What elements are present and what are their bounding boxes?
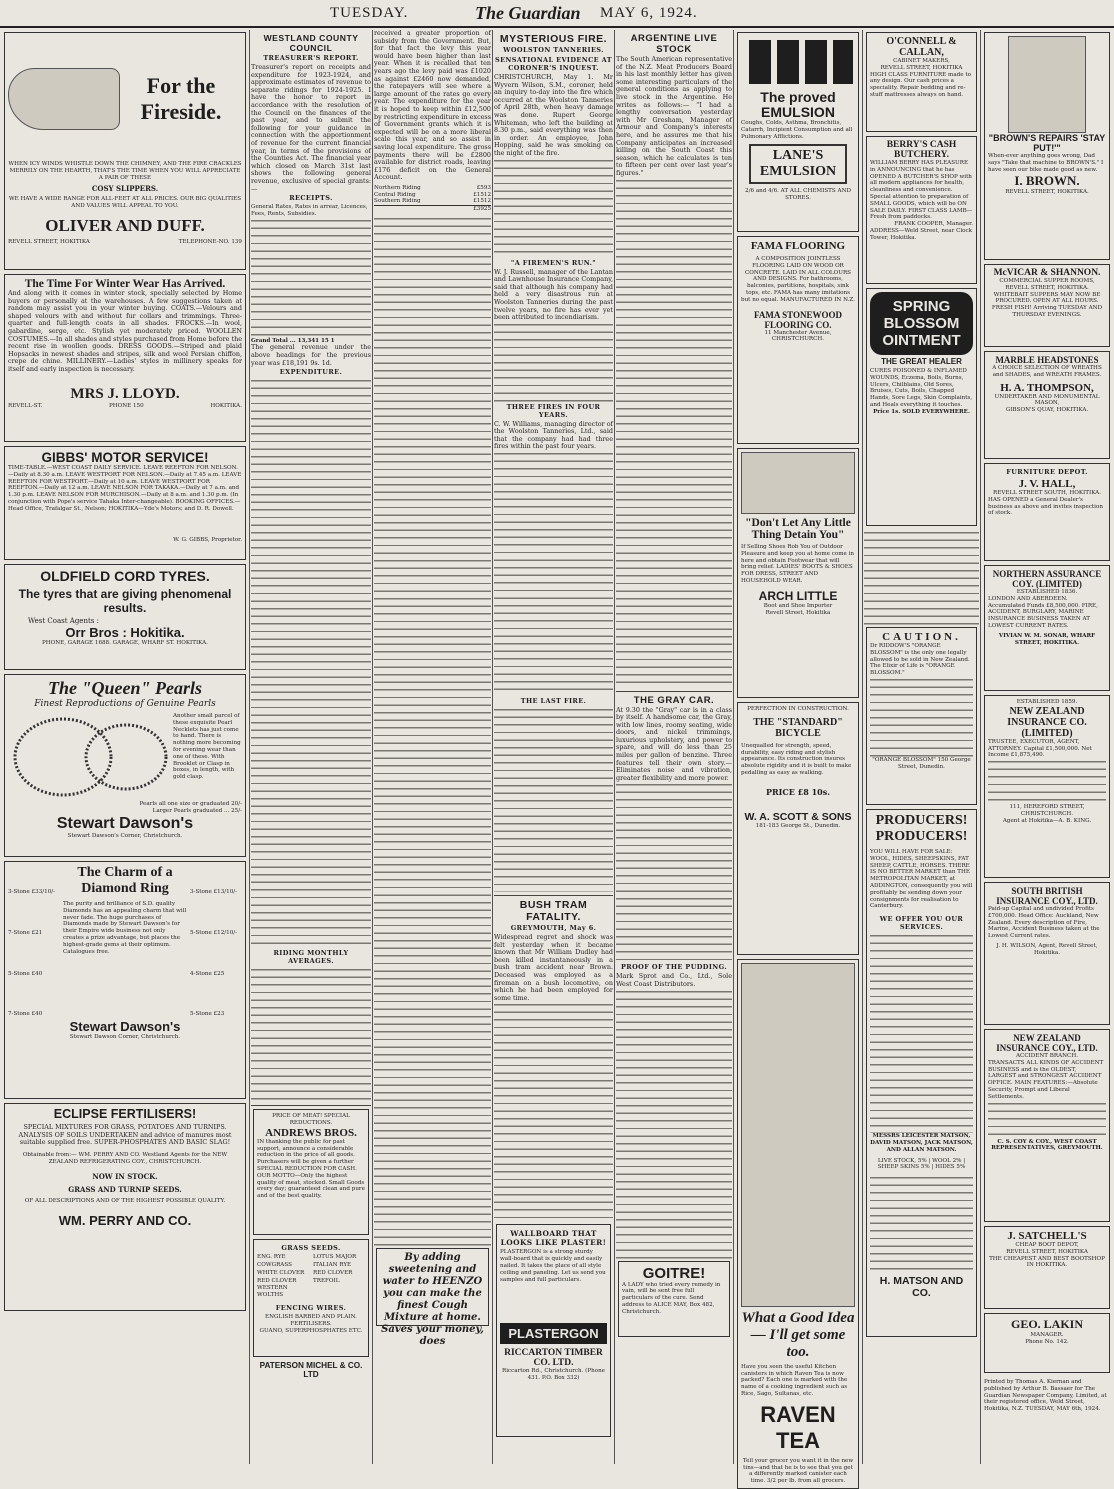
seed-item: WESTERN WOLTHS [257,1285,288,1299]
fama-firm: FAMA STONEWOOD FLOORING CO. [754,309,842,330]
berry-address: ADDRESS—Weld Street, near Clock Tower, Hokitika. [870,227,973,241]
producers-body: YOU WILL HAVE FOR SALE: WOOL, HIDES, SHEEPSKINS, FAT SHEEP, CATTLE, HORSES. THERE IS NO BETTER MARKET than THE METROPOLITAN MARKET, at ADDINGTON, consequently you will profitably be sending down your consignments for realisation to Canterbury. [870,849,973,910]
lakin-phone: Phone No. 142. [1025,1338,1069,1345]
diamond-firm: Stewart Dawson's [69,1019,181,1034]
marble-title: MARBLE HEADSTONES [995,355,1099,365]
nz-body: TRUSTEE, EXECUTOR, AGENT, ATTORNEY. Capital £1,500,000. Net Income £1,875,490. [988,738,1092,759]
pearls-price-1: Pearls all one size or graduated 20/- [139,801,242,807]
oldfield-title: OLDFIELD CORD TYRES. [40,568,210,584]
blossom-tag: THE GREAT HEALER [881,357,962,366]
thompson-sub: UNDERTAKER AND MONUMENTAL MASON, [994,393,1100,407]
producers-title: PRODUCERS! PRODUCERS! [875,813,968,844]
bush-tram-sub: GREYMOUTH, May 6. [510,924,597,933]
perry-firm: WM. PERRY AND CO. [58,1213,192,1229]
riccarton-firm: RICCARTON TIMBER CO. LTD. [504,1348,603,1369]
seed-item: ENG. RYE [257,1254,286,1261]
bicycle-body: Unequalled for strength, speed, durability, easy riding and stylish appearance. Its construction insures absolute rigidity and it is built to make pedalling as easy as walking. [741,742,852,776]
eclipse-seeds: GRASS AND TURNIP SEEDS. [68,1185,182,1195]
nz-accident-ad [984,1029,1110,1222]
nz-branch: 111, HEREFORD STREET, CHRISTCHURCH. [1009,804,1085,817]
emulsion-brand: The proved EMULSION [760,89,836,120]
gray-car-body: At 9.30 the "Gray" car is in a class by itself. A handsome car, the Gray, with low lines, roomy seating, wide doors, and nickel trimmings, luxurious upholstery, and power to spare, and will do less than 25 miles per gallon of benzine. Three features tell their own story.—Eliminates noise and vibration, greater flexibility and more power. [616,705,732,782]
guano-body: GUANO, SUPERPHOSPHATES ETC. [259,1327,363,1334]
ring-list-left [8,865,60,1095]
oconnell-address: REVELL STREET, HOKITIKA [880,64,963,71]
wire-title: FENCING WIRES. [275,1304,347,1313]
riccarton-address: Riccarton Rd., Christchurch. (Phone 431. P.O. Box 332) [502,1368,605,1382]
northern-body: LONDON AND ABERDEEN. Accumulated Funds £8,500,000. FIRE, ACCIDENT, BURGLARY, MARINE INSURANCE BUSINESS TAKEN AT LOWEST CURRENT RATES. [988,595,1098,629]
matson-names: MESSRS LEICESTER MATSON, DAVID MATSON, JACK MATSON, AND ALLAN MATSON. [870,1133,973,1153]
argentine-text [616,178,732,688]
oliver-duff-address: REVELL STREET, HOKITIKA [8,238,90,245]
column-rule [372,30,373,1464]
bicycle-price: PRICE £8 10s. [766,786,830,797]
gibbs-motor-ad [4,446,246,560]
asthma-text [864,530,979,625]
sbi-body: Paid-up Capital and undivided Profits £700,000. Head Office: Auckland, New Zealand. Every description of Fire, Marine, Accident Business taken at the Lowest Current rates. [988,906,1100,940]
fireside-range: WE HAVE A WIDE RANGE FOR ALL-FEET AT ALL PRICES. OUR BIG QUALITIES AND VALUES WILL APPEAL TO YOU. [8,196,242,210]
fama-body: A COMPOSITION JOINTLESS FLOORING LAID ON WOOD OR CONCRETE. LAID IN ALL COLOURS AND DESIGNS. For bathrooms, balconies, partitions, hospitals, sink tops, etc. FAMA has many imitations but no equal. MANUFACTURED IN N.Z. [741,256,855,303]
arch-title: "Don't Let Any Little Thing Detain You" [745,517,851,541]
caution-text [870,677,973,757]
column-7 [864,30,979,1464]
south-british-ad [984,882,1110,1025]
arch-firm: ARCH LITTLE [758,588,838,603]
berry-sign: FRANK COOPER, Manager. [894,221,973,228]
ring-price: 4-Stone £25 [190,970,225,977]
heenzo-text: By adding sweetening and water to HEENZO you can make the finest Cough Mixture at home. Saves your money, does [381,1252,484,1348]
cyclist-illustration [1008,36,1086,133]
mcvicar-ad [984,264,1110,347]
oldfield-agents: West Coast Agents : [28,617,99,625]
riding-name: Southern Riding [374,198,421,205]
oldfield-tyres-ad [4,564,246,670]
goitre-body: A LADY who tried every remedy in vain, will be sent free full particulars of the cure. Send address to ALICE MAY, Box 482, Christchurch. [622,1281,721,1315]
riding-value: £1512 [473,198,491,205]
fire-sub2: SENSATIONAL EVIDENCE AT CORONER'S INQUEST. [494,56,612,72]
nzacc-text [988,1101,1106,1139]
printer-imprint: Printed by Thomas A. Kiernan and published by Arthur B. Bassaer for The Guardian Newspaper Company, Limited, at their registered office, Weld Street, Hokitika, N.Z. TUESDAY, MAY 6th, 1924. [984,1379,1107,1413]
hall-body: HAS OPENED a General Dealer's business as above and invites inspection of stock. [988,496,1103,517]
winter-title: The Time For Winter Wear Has Arrived. [24,278,226,290]
bicycle-sub: PERFECTION IN CONSTRUCTION. [747,706,849,712]
paterson-firm: PATERSON MICHEL & CO. LTD [259,1361,363,1380]
pearls-address: Stewart Dawson's Corner, Christchurch. [67,832,183,839]
seeds-title: GRASS SEEDS. [281,1244,341,1253]
riding-name: Northern Riding [374,184,421,191]
northern-agent: VIVIAN W. M. SONAR, WHARF STREET, HOKITIKA. [998,632,1096,646]
andrews-sub: PRICE OF MEAT! SPECIAL REDUCTIONS. [272,1113,350,1127]
heenzo-ad [376,1248,489,1348]
diamond-ring-ad [4,861,246,1099]
nz-text [988,759,1106,804]
goitre-ad [618,1261,730,1337]
winter-body: And along with it comes in winter stock, specially selected by Home buyers or personally at the warehouses. A few suggestions taken at random may assist you in your winter buying. COATS.—Velours and shaped velours with and without fur collars and trimmings. Three-quarter and full-length coats in all shades. FROCKS.—In wool, gabardine, serge, etc. Stylish yet moderately priced. WOOLLEN COSTUMES.—In all shades and styles purchased from Home before the recent rise in woollen goods. DRESS GOODS.—Striped and plaid Hopsacks in newest shades and stripes, silk and wool Persian chiffon, crepe de chine. MILLINERY.—Ladies' styles in millinery speaks for itself and early inspection is necessary. [8,289,242,373]
nz-est: ESTABLISHED 1859. [1016,699,1078,705]
fireside-body: WHEN ICY WINDS WHISTLE DOWN THE CHIMNEY, AND THE FIRE CRACKLES MERRILY ON THE HEARTH, THAT'S THE TIME WHEN YOU WILL APPRECIATE A PAIR OF THESE [8,161,242,181]
ring-list-right [190,865,242,1095]
gibbs-signature: W. G. GIBBS, Proprietor. [173,537,242,543]
oconnell-body: HIGH CLASS FURNITURE made to any design. Our cash prices a speciality. Repair bedding and re-stuff mattresses always on hand. [870,71,971,98]
mcvicar-body: WHITEBAIT SUPPERS MAY NOW BE PROCURED. OPEN AT ALL HOURS. FRESH FISH! Arriving TUESDAY AND THURSDAY EVENINGS. [991,291,1103,318]
mcvicar-title: McVICAR & SHANNON. [993,268,1101,278]
grand-total: Grand Total ... 13,341 15 1 [251,337,335,344]
masthead [0,0,1114,28]
ring-price: 5-Stone £40 [8,970,43,977]
spring-blossom-ad [866,288,977,526]
matson-firm: H. MATSON AND CO. [879,1275,964,1300]
fireside-cosy: COSY SLIPPERS. [91,184,159,194]
blossom-brand: SPRING BLOSSOM OINTMENT [870,292,973,355]
hall-title: FURNITURE DEPOT. [1006,468,1088,476]
mcvicar-sub: COMMERCIAL SUPPER ROOMS, [999,278,1095,284]
pearls-price-2: Larger Pearls graduated ... 25/- [152,807,242,814]
newspaper-title: The Guardian [475,3,581,23]
gibbs-body: TIME-TABLE.—WEST COAST DAILY SERVICE. LEAVE REEFTON FOR NELSON.—Daily at 8.30 a.m. LEAVE WESTPORT FOR NELSON.—Daily at 7.45 a.m. LEAVE REEFTON FOR WESTPORT.—Daily at 10 a.m. LEAVE WESTPORT FOR REEFTON.—Daily at 12 a.m. LEAVE NELSON FOR TAKAKA.—Daily at 7 a.m. and 1.30 p.m. LEAVE NELSON FOR MURCHISON.—Daily at 8 a.m. and 1.30 p.m. (In conjunction with Pope's service Tahaka Inter-changeable). BOOKING OFFICES.—Head Office, Trafalgar St., Nelson; HOKITIKA—Yde's Motors; and D. R. Dowell. [8,465,242,512]
eclipse-body: SPECIAL MIXTURES FOR GRASS, POTATOES AND TURNIPS. ANALYSIS OF SOILS UNDERTAKEN and advice of manures most suitable supplied free. SUPER-PHOSPHATES AND BASIC SLAG! [18,1123,232,1147]
column-4 [494,30,613,1464]
ridings-text [251,967,371,1102]
andrews-title: ANDREWS BROS. [265,1126,357,1139]
gray-car-title: THE GRAY CAR. [633,694,715,706]
fire-title: MYSTERIOUS FIRE. [499,33,608,45]
fire-text [494,158,613,258]
northern-title: NORTHERN ASSURANCE COY. (LIMITED) [992,569,1102,589]
marble-headstones-ad [984,351,1110,459]
general-revenue-note: The general revenue under the above headings for the previous year was £18,191 9s. 1d. [251,343,371,367]
seed-item: ITALIAN RYE [313,1262,352,1269]
oconnell-sub: CABINET MAKERS, [893,58,950,64]
day-label: TUESDAY. [330,5,409,21]
thompson-address: GIBSON'S QUAY, HOKITIKA. [1005,407,1089,414]
argentine-title: ARGENTINE LIVE STOCK [630,33,718,55]
goitre-title: GOITRE! [642,1264,706,1282]
nz-title: NEW ZEALAND INSURANCE CO. (LIMITED) [1007,705,1087,739]
lakin-ad [984,1313,1110,1373]
three-fires-text [494,451,613,696]
raven-body: Have you seen the useful Kitchen canisters in which Raven Tea is now packed? Each one is marked with the name of a cooking ingredient such as Rice, Sago, Sultanas, etc. [741,1363,848,1398]
hall-address: REVELL STREET SOUTH, HOKITIKA. [993,490,1101,496]
slipper-image [8,68,120,130]
seed-item: WHITE CLOVER [257,1269,305,1276]
fireside-ad [4,32,246,270]
mcvicar-address: REVELL STREET, HOKITIKA. [1005,284,1089,291]
plastergon-ad [496,1224,611,1437]
emulsion-ad [737,32,859,232]
seed-item: COWGRASS [257,1262,292,1269]
andrews-body: IN thanking the public for past support, announce a considerable reduction in the price of all goods. Purchasers will be given a further SPECIAL REDUCTION FOR CASH. OUR MOTTO—Only the highest quality of meat, stocked. Small Goods every day; guaranteed clean and pure and of the best quality. [257,1138,365,1200]
commission-rates: LIVE STOCK, 5% | WOOL 2% | SHEEP SKINS 5% | HIDES 5% [877,1157,966,1171]
nzacc-agent: C. S. COY & COY., WEST COAST REPRESENTATIVES, GREYMOUTH. [991,1138,1103,1152]
arch-sub: Boot and Shoe Importer [763,602,833,609]
raven-brand: RAVEN TEA [760,1401,836,1453]
satchell-sub: CHEAP BOOT DEPOT, [1015,1242,1079,1248]
pearls-body: Another small parcel of these exquisite Pearl Necklets has just come to hand. There is nothing more becoming for evening wear than one of these. With Brooklet or Clasp in boxes, in length, with gold clasp. [173,713,241,781]
sprot-firm: Mark Sprot and Co., Ltd., Sole West Coast Distributors. [616,972,732,989]
receipts-items: General Rates, Rates in arrear, Licences, Fees, Rents, Subsidies. [251,204,368,217]
orr-bros-address: PHONE, GARAGE 1688. GARAGE, WHARF ST. HOKITIKA. [42,639,208,646]
diamond-body: The purity and brilliance of S.D. quality Diamonds has an appealing charm that will never fade. The huge purchases of Diamonds made by Stewart Dawson's for their Empire wide business not only creates a prize advantage, but places the highest-grade gems at their optimum. Catalogues free. [63,901,187,955]
riding-total: £3925 [374,205,491,213]
eclipse-stock: NOW IN STOCK. [92,1172,158,1182]
diamond-address: Stewart Dawson Corner, Christchurch. [69,1034,181,1040]
lloyd-firm: MRS J. LLOYD. [70,386,180,402]
emulsion-price: 2/6 and 4/6. AT ALL CHEMISTS AND STORES. [745,188,851,202]
fama-title: FAMA FLOORING [750,240,846,252]
receipts-table [251,218,371,338]
satchell-address: REVELL STREET, HOKITIKA [1006,1248,1088,1255]
nzacc-title: NEW ZEALAND INSURANCE COY., LTD. [996,1033,1098,1053]
oconnell-ad [866,32,977,132]
three-fires-body: C. W. Williams, managing director of the Woolston Tanneries, Ltd., said that the company had had three fires within the past four years. [494,419,613,451]
seed-item: RED CLOVER [257,1277,297,1284]
producers-ad [866,809,977,1337]
firemen-title: "A FIREMEN'S RUN." [510,258,597,267]
wire-body: ENGLISH BARBED AND PLAIN. FERTILISERS. [265,1314,357,1327]
riding-value: £1512 [473,191,491,198]
eclipse-fertilisers-ad [4,1103,246,1311]
hall-furniture-ad [984,463,1110,561]
column-6 [735,30,861,1485]
queen-pearls-ad [4,674,246,857]
proof-title: PROOF OF THE PUDDING. [620,963,728,972]
pearls-firm: Stewart Dawson's [56,814,194,832]
andrews-bros-ad [253,1109,369,1235]
ring-price: 7-Stone £21 [8,929,43,936]
pearls-title: The "Queen" Pearls [48,678,202,698]
hall-firm: J. V. HALL, [1018,478,1076,490]
expenditure-heading: EXPENDITURE. [279,368,343,377]
riding-name: Central Riding [374,191,416,198]
fama-flooring-ad [737,236,859,444]
nzacc-body: TRANSACTS ALL KINDS OF ACCIDENT BUSINESS and is the OLDEST, LARGEST and STRONGEST ACCIDENT OFFICE. MAIN FEATURES:—Absolute Security, Prompt and Liberal Settlements. [988,1059,1104,1100]
blossom-body: CURES POISONED & INFLAMED WOUNDS, Eczema, Boils, Burns, Ulcers, Chilblains, Old Sores, Bruises, Cuts, Boils, Chapped Hands, Sore Legs, Skin Complaints, and Heals everything it touches. [870,368,973,408]
column-1 [2,30,248,1464]
fama-address: 11 Manchester Avenue, CHRISTCHURCH. [764,329,832,343]
scott-address: 181-183 George St., Dunedin. [755,822,841,829]
column-rule [614,30,615,1464]
column-rule [492,30,493,1464]
westland-body: Treasurer's report on receipts and expenditure for 1923-1924, and approximate estimates of revenue to separate ridings for 1924-1925. I have the honor to report in accordance with the resolution of the Council on the finances of the past year, and to submit the following for your guidance in connection with the apportionment of revenue for the current financial year, in terms of the provisions of the Counties Act. The financial year which closed on March 31st last shows the following general revenue, exclusive of special grants:— [251,63,371,193]
eclipse-all: OF ALL DESCRIPTIONS AND OF THE HIGHEST POSSIBLE QUALITY. [24,1198,226,1205]
producers-more [870,1175,973,1275]
brown-address: REVELL STREET, HOKITIKA. [1005,189,1089,196]
northern-assurance-ad [984,565,1110,691]
thompson-firm: H. A. THOMPSON, [1000,381,1094,394]
shoe-illustration [741,452,855,514]
westland-sub: TREASURER'S REPORT. [263,54,359,62]
gray-car-more [616,989,732,1259]
nz-insurance-ad [984,695,1110,878]
firemen-body: W. J. Russell, manager of the Lantan and Lawnhouse Insurance Company, said that although his company had held a very disastrous run at Woolston Tanneries during the past twelve years, no fire has ever yet been attributed to incendiarism. [494,267,613,322]
eclipse-title: ECLIPSE FERTILISERS! [53,1107,197,1121]
seed-item: TREFOIL [313,1277,340,1284]
expenditure-text [251,378,371,948]
column-rule [862,30,863,1464]
receipts-heading: RECEIPTS. [289,194,333,203]
caution-title: CAUTION. [882,631,961,643]
riding-value: £593 [476,184,491,191]
arch-little-ad [737,448,859,698]
bicycle-title: THE "STANDARD" BICYCLE [753,716,843,739]
brown-firm: I. BROWN. [1014,173,1080,189]
fire-sub1: WOOLSTON TANNERIES. [503,46,604,54]
raven-tea-ad [737,959,859,1489]
arch-address: Revell Street, Hokitika [765,609,831,616]
bottle-icon [741,36,857,86]
column-3 [374,30,491,1464]
nzacc-sub: ACCIDENT BRANCH. [1016,1053,1078,1059]
column-2 [251,30,371,1464]
oliver-duff-firm: OLIVER AND DUFF. [45,215,205,235]
lakin-sub: MANAGER. [1030,1332,1064,1338]
blossom-price: Price 1s. SOLD EVERYWHERE. [873,408,970,415]
nz-agent: Agent at Hokitika—A. B. KING. [1002,817,1092,824]
bush-tram-title: BUSH TRAM FATALITY. [519,899,588,924]
ring-price: 3-Stone £13/10/- [190,889,238,895]
ring-price: 5-Stone £23 [190,1011,225,1018]
gray-car-text [616,782,732,962]
grass-seeds-ad [253,1239,369,1357]
marble-body: A CHOICE SELECTION OF WREATHS and SHADES, and WREATH FRAMES. [992,365,1102,378]
sbi-agent: J. H. WILSON, Agent, Revell Street, Hokitika. [996,942,1098,956]
oldfield-tagline: The tyres that are giving phenomenal results. [18,587,232,615]
gibbs-title: GIBBS' MOTOR SERVICE! [41,450,209,465]
caution-body: Dr RIDDOW'S "ORANGE BLOSSOM" is the only one legally allowed to be sold in New Zealand. The Elixir of Life is "ORANGE BLOSSOM." [870,643,970,677]
wallboard-title: WALLBOARD THAT LOOKS LIKE PLASTER! [500,1229,607,1248]
raven-tagline: Tell your grocer you want it in the new tins—and that he is to see that you get a differently marked canister each time. 3/2 per lb. from all grocers. [742,1457,854,1485]
producers-text [870,933,973,1133]
northern-est: ESTABLISHED 1836. [1016,589,1078,595]
oconnell-title: O'CONNELL & CALLAN, [886,36,957,58]
satchell-ad [984,1226,1110,1309]
lloyd-town: HOKITIKA. [210,403,242,409]
raven-title: What a Good Idea — I'll get some too. [741,1309,855,1360]
kitchen-illustration [741,963,855,1307]
fire-body: CHRISTCHURCH, May 1. Mr Wyvern Wilson, S.M., coroner, held an inquiry to-day into the fire which occurred at the Woolston Tanneries of April 28th, when heavy damage was done. Rupert George Whiteman, who left the building at 8.30 p.m., said everything was then in order. An employee, John Hopping, said he was smoking on the night of the fire. [494,73,613,157]
orr-bros-firm: Orr Bros : Hokitika. [65,624,185,640]
emulsion-body: Coughs, Colds, Asthma, Bronchitis, Catarrh, Incipient Consumption and all Pulmonary Afflictions. [741,120,853,140]
wallboard-body: PLASTERGON is a strong sturdy wall-board that is quickly and easily nailed. It takes the place of all style ceiling and paneling. Let us send you samples and full particulars. [500,1249,606,1283]
column-rule [733,30,734,1464]
bush-tram-text [494,1002,613,1222]
berry-title: BERRY'S CASH BUTCHERY. [886,140,957,160]
fireside-title: For the Fireside. [140,72,222,124]
seed-item: LOTUS MAJOR [313,1254,357,1261]
oliver-duff-telephone: TELEPHONE-NO. 139 [178,238,242,245]
ring-price: 3-Stone £33/10/- [8,889,56,895]
date-label: MAY 6, 1924. [600,5,698,21]
seed-item: RED CLOVER [313,1269,353,1276]
argentine-body: The South American representative of the N.Z. Meat Producers Board in his last monthly letter has given some interesting particulars of the general conditions as applying to live stock in the Argentine. He writes as follows:— "I had a lengthy conversation yesterday with Mr Gresham, Manager of Armour and Company's interests here, and he assures me that his Company anticipates an increased killing on the South Coast this season, which he calculates is ten to fifteen per cent over last year's figures." [616,55,732,177]
lakin-title: GEO. LAKIN [1010,1317,1083,1331]
ridings-heading: RIDING MONTHLY AVERAGES. [273,949,349,966]
lloyd-street: REVELL-ST. [8,403,43,409]
report-text [374,216,491,1246]
producers-offer: WE OFFER YOU OUR SERVICES. [879,915,964,932]
plastergon-brand: PLASTERGON [500,1323,607,1344]
caution-ad [866,627,977,805]
sbi-title: SOUTH BRITISH INSURANCE COY., LTD. [996,886,1098,906]
last-fire-title: THE LAST FIRE. [520,697,587,706]
berry-body: WILLIAM BERRY HAS PLEASURE in ANNOUNCING that he has OPENED A BUTCHER'S SHOP with all modern appliances for health, cleanliness and convenience. Special attention to preparation of SMALL GOODS, which will be ON SALE DAILY. FIRST CLASS LAMB—Fresh from paddocks. [870,160,973,221]
pearl-necklace-icon [8,713,173,801]
winter-wear-ad [4,274,246,442]
satchell-title: J. SATCHELL'S [1007,1230,1087,1242]
caution-sign: "ORANGE BLOSSOM" 150 George Street, Dunedin. [872,756,971,770]
bush-tram-body: Widespread regret and shock was felt yesterday when it became known that Mr William Dudley had been killed instantaneously in a bush tram accident near Brown. Deceased was employed as a fireman on a bush locomotive, on which he had been employed for some time. [494,933,613,1002]
last-fire-text [494,707,613,892]
report-continued: received a greater proportion of subsidy from the Government. But, for that fact the levy this year would have been higher than last year. When it is recalled that ten years ago the levy paid was £1020 as against £2460 now demanded, the ratepayers will see where a large amount of the rates go every year. The expenditure for the year it is hoped to keep within £12,500 by restricting expenditure in excess of Government grants which it is expected will be on a more liberal scale this year, and so assist in saving local expenditure. The gross payments there will be £2800 available for district roads, leaving £176 deficit on the General Account. [374,29,491,182]
lanes-emulsion-name: LANE'S EMULSION [749,144,847,184]
brown-body: When-ever anything goes wrong, Dad says "Take that machine to BROWN'S." I have seen our bike made good as new. [988,153,1104,173]
firemen-text [494,322,613,402]
westland-title: WESTLAND COUNTY COUNCIL [263,33,359,53]
standard-bicycle-ad [737,702,859,955]
ring-price: 5-Stone £12/10/- [190,929,238,936]
satchell-body: THE CHEAPEST AND BEST BOOTSHOP IN HOKITIKA. [989,1255,1105,1269]
eclipse-agent: Obtainable from:— WM. PERRY AND CO. Westland Agents for the NEW ZEALAND REFRIGERATING COY., CHRISTCHURCH. [22,1151,228,1165]
diamond-title: The Charm of a Diamond Ring [77,865,173,896]
pearls-tagline: Finest Reproductions of Genuine Pearls [34,699,216,709]
column-8 [982,30,1112,1464]
lloyd-phone: PHONE 150 [109,403,144,409]
column-rule [249,30,250,1464]
ring-price: 7-Stone £40 [8,1011,43,1018]
brown-title: "BROWN'S REPAIRS 'STAY PUT!'" [988,133,1106,153]
berry-butchery-ad [866,136,977,284]
brown-repairs-ad [984,32,1110,260]
column-rule [980,30,981,1464]
arch-body: If Selling Shoes Rob You of Outdoor Pleasure and keep you at home come in here and obtain Footwear that will bring relief. LADIES' BOOTS & SHOES FOR DRESS, STREET AND HOUSEHOLD WEAR. [741,544,855,584]
column-5 [616,30,732,1464]
three-fires-title: THREE FIRES IN FOUR YEARS. [506,402,601,419]
scott-firm: W. A. SCOTT & SONS [744,810,852,823]
